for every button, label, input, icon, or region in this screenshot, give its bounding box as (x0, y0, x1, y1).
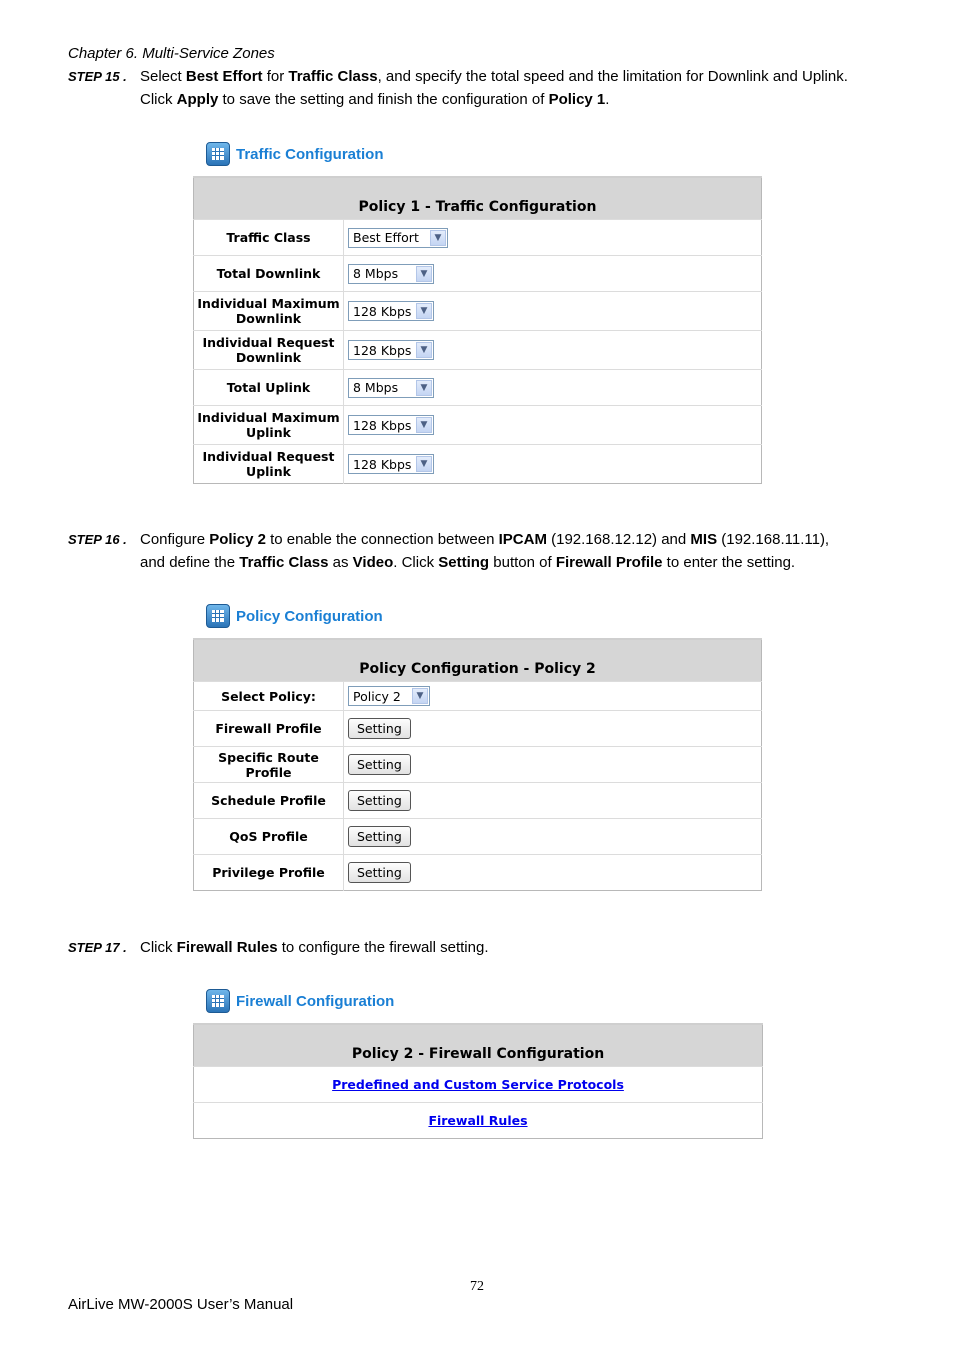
qos-profile-label: QoS Profile (194, 819, 344, 855)
step-15-tag: STEP 15 . (68, 69, 127, 84)
bold-text: Video (352, 554, 394, 571)
grid-icon (206, 604, 230, 628)
traffic-panel-title: Traffic Configuration (236, 145, 384, 163)
firewall-panel-header (206, 989, 394, 1013)
chevron-down-icon[interactable]: ▼ (416, 342, 432, 358)
specific-route-profile-label: Specific Route Profile (194, 747, 344, 783)
table-row (194, 256, 762, 292)
table-row (194, 292, 762, 331)
grid-icon (206, 142, 230, 166)
bold-text: Firewall Profile (555, 554, 663, 571)
chevron-down-icon[interactable]: ▼ (412, 688, 428, 704)
table-row (194, 370, 762, 406)
individual-max-downlink-label: Individual Maximum Downlink (194, 292, 344, 331)
individual-max-uplink-select[interactable]: 128 Kbps ▼ (348, 415, 434, 435)
total-uplink-label: Total Uplink (194, 370, 344, 406)
firewall-profile-label: Firewall Profile (194, 711, 344, 747)
traffic-class-select[interactable]: Best Effort ▼ (348, 228, 448, 248)
predefined-protocols-link[interactable]: Predefined and Custom Service Protocols (332, 1077, 624, 1092)
table-row (194, 819, 762, 855)
schedule-setting-button[interactable]: Setting (348, 790, 411, 811)
individual-request-downlink-select[interactable]: 128 Kbps ▼ (348, 340, 434, 360)
table-row (194, 711, 762, 747)
text: Click (140, 939, 177, 956)
traffic-class-label: Traffic Class (194, 220, 344, 256)
total-downlink-label: Total Downlink (194, 256, 344, 292)
individual-request-downlink-label: Individual Request Downlink (194, 331, 344, 370)
text: for (262, 68, 289, 85)
table-row (194, 747, 762, 783)
chevron-down-icon[interactable]: ▼ (416, 266, 432, 282)
step-16-text (68, 528, 908, 574)
text: (192.168.12.12) and (546, 531, 691, 548)
bold-text: Setting (438, 554, 490, 571)
bold-text: Policy 1 (548, 91, 606, 108)
text: to save the setting and finish the configuration of (218, 91, 549, 108)
bold-text: IPCAM (498, 531, 547, 548)
individual-request-uplink-label: Individual Request Uplink (194, 445, 344, 484)
page-number: 72 (470, 1279, 484, 1294)
table-row (194, 1103, 763, 1139)
individual-max-uplink-label: Individual Maximum Uplink (194, 406, 344, 445)
text: , and specify the total speed and the limitation for Downlink and Uplink. (377, 68, 848, 85)
firewall-panel-title: Firewall Configuration (236, 992, 395, 1010)
text: button of (489, 554, 556, 571)
qos-setting-button[interactable]: Setting (348, 826, 411, 847)
privilege-profile-label: Privilege Profile (194, 855, 344, 891)
total-downlink-select[interactable]: 8 Mbps ▼ (348, 264, 434, 284)
chevron-down-icon[interactable]: ▼ (430, 230, 446, 246)
step-17-text (68, 936, 908, 959)
bold-text: Best Effort (185, 68, 263, 85)
chevron-down-icon[interactable]: ▼ (416, 380, 432, 396)
bold-text: Traffic Class (239, 554, 329, 571)
step-16-tag: STEP 16 . (68, 532, 127, 547)
step-15-text (68, 65, 908, 111)
policy-panel-title: Policy Configuration (236, 607, 383, 625)
table-row (194, 220, 762, 256)
firewall-profile-setting-button[interactable]: Setting (348, 718, 411, 739)
individual-max-downlink-select[interactable]: 128 Kbps ▼ (348, 301, 434, 321)
bold-text: Policy 2 (209, 531, 266, 548)
policy-select[interactable]: Policy 2 ▼ (348, 686, 430, 706)
firewall-table-header: Policy 2 - Firewall Configuration (194, 1024, 763, 1067)
bold-text: Traffic Class (288, 68, 378, 85)
text: and define the (140, 554, 240, 571)
step-17-tag: STEP 17 . (68, 940, 127, 955)
text: Click (140, 91, 177, 108)
total-uplink-select[interactable]: 8 Mbps ▼ (348, 378, 434, 398)
text: to enable the connection between (265, 531, 499, 548)
table-row (194, 406, 762, 445)
policy-config-table (193, 638, 762, 891)
footer: AirLive MW-2000S User’s Manual (68, 1296, 294, 1313)
table-row (194, 1067, 763, 1103)
text: Configure (140, 531, 210, 548)
table-row (194, 445, 762, 484)
text: to enter the setting. (662, 554, 796, 571)
table-row (194, 855, 762, 891)
traffic-config-table (193, 176, 762, 484)
firewall-config-table (193, 1023, 763, 1139)
schedule-profile-label: Schedule Profile (194, 783, 344, 819)
text: (192.168.11.11), (717, 531, 830, 548)
traffic-table-header: Policy 1 - Traffic Configuration (194, 177, 762, 220)
table-row (194, 682, 762, 711)
text: . Click (393, 554, 439, 571)
policy-table-header: Policy Configuration - Policy 2 (194, 639, 762, 682)
text: as (328, 554, 353, 571)
chevron-down-icon[interactable]: ▼ (416, 456, 432, 472)
specific-route-setting-button[interactable]: Setting (348, 754, 411, 775)
bold-text: Apply (176, 91, 219, 108)
text: Select (140, 68, 186, 85)
policy-panel-header (206, 604, 383, 628)
text: to configure the firewall setting. (277, 939, 489, 956)
chevron-down-icon[interactable]: ▼ (416, 303, 432, 319)
table-row (194, 783, 762, 819)
select-policy-label: Select Policy: (194, 682, 344, 711)
traffic-panel-header (206, 142, 384, 166)
table-row (194, 331, 762, 370)
text: . (605, 91, 610, 108)
grid-icon (206, 989, 230, 1013)
chevron-down-icon[interactable]: ▼ (416, 417, 432, 433)
chapter-heading: Chapter 6. Multi-Service Zones (68, 45, 275, 62)
bold-text: Firewall Rules (176, 939, 278, 956)
individual-request-uplink-select[interactable]: 128 Kbps ▼ (348, 454, 434, 474)
firewall-rules-link[interactable]: Firewall Rules (428, 1113, 528, 1128)
privilege-setting-button[interactable]: Setting (348, 862, 411, 883)
bold-text: MIS (690, 531, 718, 548)
